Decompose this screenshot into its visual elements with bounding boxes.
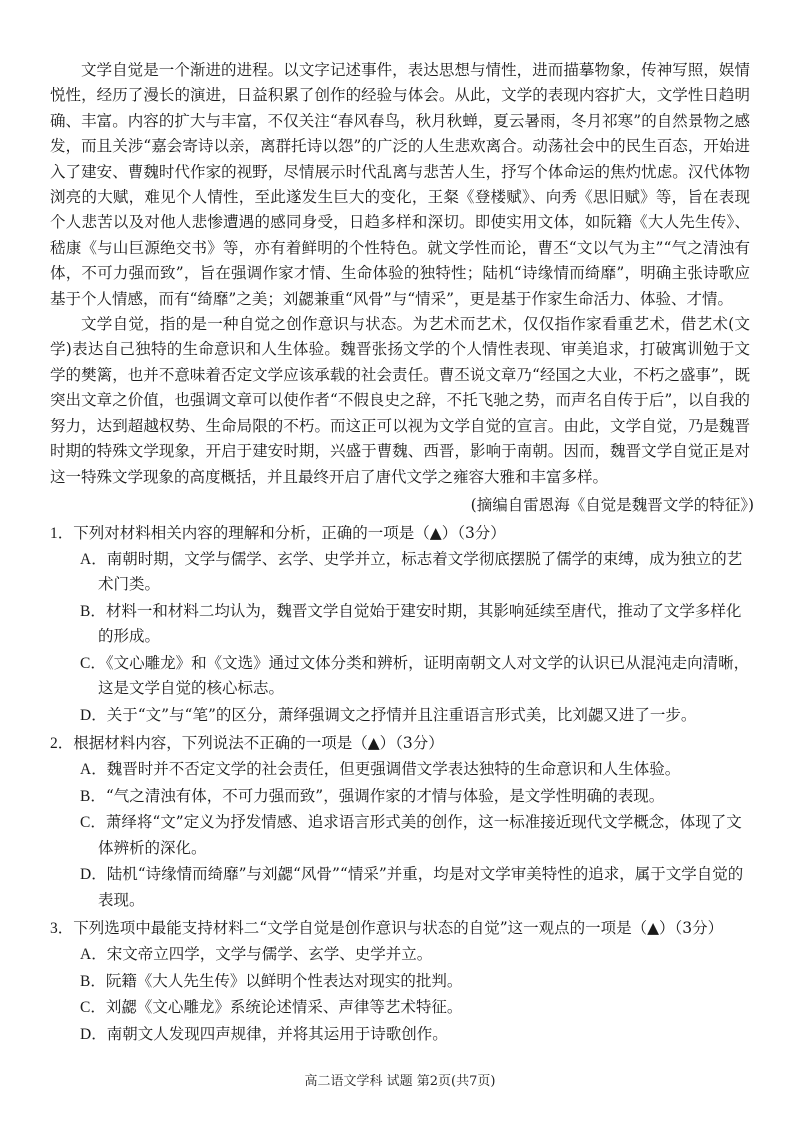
option-text: 关于“文”与“笔”的区分，萧绎强调文之抒情并且注重语言形式美，比刘勰又进了一步。 bbox=[106, 705, 697, 724]
material-source: (摘编自雷恩海《自觉是魏晋文学的特征》) bbox=[470, 495, 754, 514]
option-letter: C． bbox=[80, 814, 106, 832]
reading-material bbox=[50, 58, 754, 518]
option-text: 陆机“诗缘情而绮靡”与刘勰“风骨”“情采”并重，均是对文学审美特性的追求，属于文学自觉的表现。 bbox=[98, 865, 744, 909]
option-b bbox=[50, 784, 750, 810]
question-1 bbox=[50, 520, 750, 729]
option-text: 南朝文人发现四声规律，并将其运用于诗歌创作。 bbox=[106, 1024, 448, 1043]
option-text: 萧绎将“文”定义为抒发情感、追求语言形式美的创作，这一标准接近现代文学概念，体现了文体辨析的深化。 bbox=[98, 813, 742, 857]
option-letter: B． bbox=[80, 972, 106, 990]
option-text: 魏晋时并不否定文学的社会责任，但更强调借文学表达独特的生命意识和人生体验。 bbox=[106, 760, 681, 779]
option-letter: B． bbox=[80, 787, 106, 805]
option-text: 阮籍《大人先生传》以鲜明个性表达对现实的批判。 bbox=[105, 971, 463, 990]
option-letter: A． bbox=[80, 761, 107, 779]
option-letter: B． bbox=[80, 602, 106, 620]
question-stem bbox=[50, 915, 750, 942]
question-number: 2． bbox=[50, 735, 74, 753]
option-d bbox=[50, 1022, 750, 1048]
option-d bbox=[50, 703, 750, 729]
question-stem bbox=[50, 520, 750, 547]
option-letter: D． bbox=[80, 866, 107, 884]
question-2 bbox=[50, 730, 750, 913]
option-letter: D． bbox=[80, 706, 107, 724]
option-letter: A． bbox=[80, 946, 107, 964]
option-list bbox=[50, 757, 750, 913]
option-c bbox=[50, 651, 750, 702]
option-a bbox=[50, 547, 750, 598]
option-text: 《文心雕龙》和《文选》通过文体分类和辨析，证明南朝文人对文学的认识已从混沌走向清晰，这是文学自觉的核心标志。 bbox=[98, 653, 750, 698]
option-list bbox=[50, 547, 750, 729]
option-d bbox=[50, 862, 750, 913]
question-text: 下列对材料相关内容的理解和分析，正确的一项是（▲）（3分） bbox=[73, 523, 506, 542]
option-text: 宋文帝立四学，文学与儒学、玄学、史学并立。 bbox=[106, 945, 433, 964]
option-c bbox=[50, 995, 750, 1021]
option-b bbox=[50, 599, 750, 650]
question-number: 1． bbox=[50, 524, 74, 542]
material-paragraph-1: 文学自觉是一个渐进的进程。以文字记述事件，表达思想与情性，进而描摹物象，传神写照，娱情悦性，经历了漫长的演进，日益积累了创作的经验与体会。从此，文学的表现内容扩大，文学性日趋明确、丰富。内容的扩大与丰富，不仅关注“春风春鸟，秋月秋蝉，夏云暑雨，冬月祁寒”的自然景物之感发，而且关涉“嘉会寄诗以亲，离群托诗以怨”的广泛的人生悲欢离合。动荡社会中的民生百态，开始进入了建安、曹魏时代作家的视野，尽情展示时代乱离与悲苦人生，抒写个体命运的焦灼忧虑。汉代体物浏亮的大赋，难见个人情性，至此遂发生巨大的变化，王粲《登楼赋》、向秀《思旧赋》等，旨在表现个人悲苦以及对他人悲惨遭遇的感同身受，日趋多样和深切。即使实用文体，如阮籍《大人先生传》、嵇康《与山巨源绝交书》等，亦有着鲜明的个性特色。就文学性而论，曹丕“文以气为主”“气之清浊有体，不可力强而致”，旨在强调作家才情、生命体验的独特性；陆机“诗缘情而绮靡”，明确主张诗歌应基于个人情感，而有“绮靡”之美；刘勰兼重“风骨”与“情采”，更是基于作家生命活力、体验、才情。 bbox=[50, 61, 750, 308]
option-b bbox=[50, 969, 750, 995]
option-c bbox=[50, 810, 750, 861]
material-paragraph-2: 文学自觉，指的是一种自觉之创作意识与状态。为艺术而艺术，仅仅指作家看重艺术，借艺术(文学)表达自己独特的生命意识和人生体验。魏晋张扬文学的个人情性表现、审美追求，打破寓训勉于文学的樊篱，也并不意味着否定文学应该承载的社会责任。曹丕说文章乃“经国之大业，不朽之盛事”，既突出文章之价值，也强调文章可以使作者“不假良史之辞，不托飞驰之势，而声名自传于后”，以自我的努力，达到超越权势、生命局限的不朽。而这正可以视为文学自觉的宣言。由此，文学自觉，乃是魏晋时期的特殊文学现象，开启于建安时期，兴盛于曹魏、西晋，影响于南朝。因而，魏晋文学自觉正是对这一特殊文学现象的高度概括，并且最终开启了唐代文学之雍容大雅和丰富多样。 bbox=[50, 315, 750, 486]
option-text: 材料一和材料二均认为，魏晋文学自觉始于建安时期，其影响延续至唐代，推动了文学多样化的形成。 bbox=[98, 601, 742, 646]
page-footer: 高二语文学科 试题 第2页(共7页) bbox=[304, 1074, 496, 1089]
option-text: 南朝时期，文学与儒学、玄学、史学并立，标志着文学彻底摆脱了儒学的束缚，成为独立的艺术门类。 bbox=[98, 549, 743, 594]
option-a bbox=[50, 942, 750, 968]
option-letter: D． bbox=[80, 1025, 107, 1043]
option-text: 刘勰《文心雕龙》系统论述情采、声律等艺术特征。 bbox=[105, 998, 463, 1017]
option-letter: C． bbox=[80, 999, 106, 1017]
question-number: 3． bbox=[50, 920, 74, 938]
question-text: 下列选项中最能支持材料二“文学自觉是创作意识与状态的自觉”这一观点的一项是（▲）（3分） bbox=[73, 919, 724, 938]
question-stem bbox=[50, 730, 750, 757]
question-3 bbox=[50, 915, 750, 1047]
option-letter: C． bbox=[80, 654, 106, 672]
option-letter: A． bbox=[80, 550, 107, 568]
option-text: “气之清浊有体，不可力强而致”，强调作家的才情与体验，是文学性明确的表现。 bbox=[105, 786, 665, 805]
option-a bbox=[50, 757, 750, 783]
question-text: 根据材料内容，下列说法不正确的一项是（▲）（3分） bbox=[73, 734, 444, 753]
option-list bbox=[50, 942, 750, 1047]
